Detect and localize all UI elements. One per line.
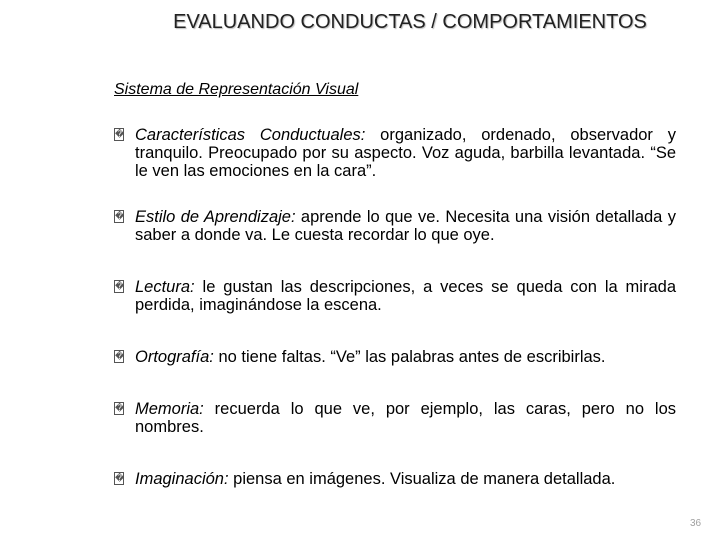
item-label: Imaginación: (135, 470, 229, 488)
slide-subtitle: Sistema de Representación Visual (114, 81, 359, 98)
item-text: recuerda lo que ve, por ejemplo, las caras, pero no los nombres. (135, 400, 676, 436)
item-label: Memoria: (135, 400, 204, 418)
item-text: organizado, ordenado, observador y tranquilo. Preocupado por su aspecto. Voz aguda, barbilla levantada. “Se le ven las emociones en la cara”. (135, 126, 676, 180)
item-label: Ortografía: (135, 348, 214, 366)
bullet-icon: � (115, 281, 125, 291)
list-item (114, 208, 676, 244)
bullet-list (114, 126, 676, 488)
item-text: no tiene faltas. “Ve” las palabras antes de escribirlas. (213, 348, 606, 366)
item-text: aprende lo que ve. Necesita una visión detallada y saber a donde va. Le cuesta recordar lo que oye. (135, 208, 676, 244)
list-item (114, 400, 676, 436)
item-text: piensa en imágenes. Visualiza de manera detallada. (228, 470, 616, 488)
bullet-icon: � (115, 129, 125, 139)
list-item (114, 278, 676, 314)
bullet-icon: � (115, 403, 125, 413)
item-label: Lectura: (135, 278, 195, 296)
slide-title: EVALUANDO CONDUCTAS / COMPORTAMIENTOS (173, 11, 647, 33)
bullet-icon: � (115, 473, 125, 483)
item-text: le gustan las descripciones, a veces se queda con la mirada perdida, imaginándose la escena. (135, 278, 676, 314)
list-item (114, 470, 676, 488)
item-label: Características Conductuales: (135, 126, 366, 144)
page-number: 36 (690, 518, 702, 529)
list-item (114, 126, 676, 180)
bullet-icon: � (115, 351, 125, 361)
list-item (114, 348, 676, 366)
bullet-icon: � (115, 211, 125, 221)
item-label: Estilo de Aprendizaje: (135, 208, 296, 226)
